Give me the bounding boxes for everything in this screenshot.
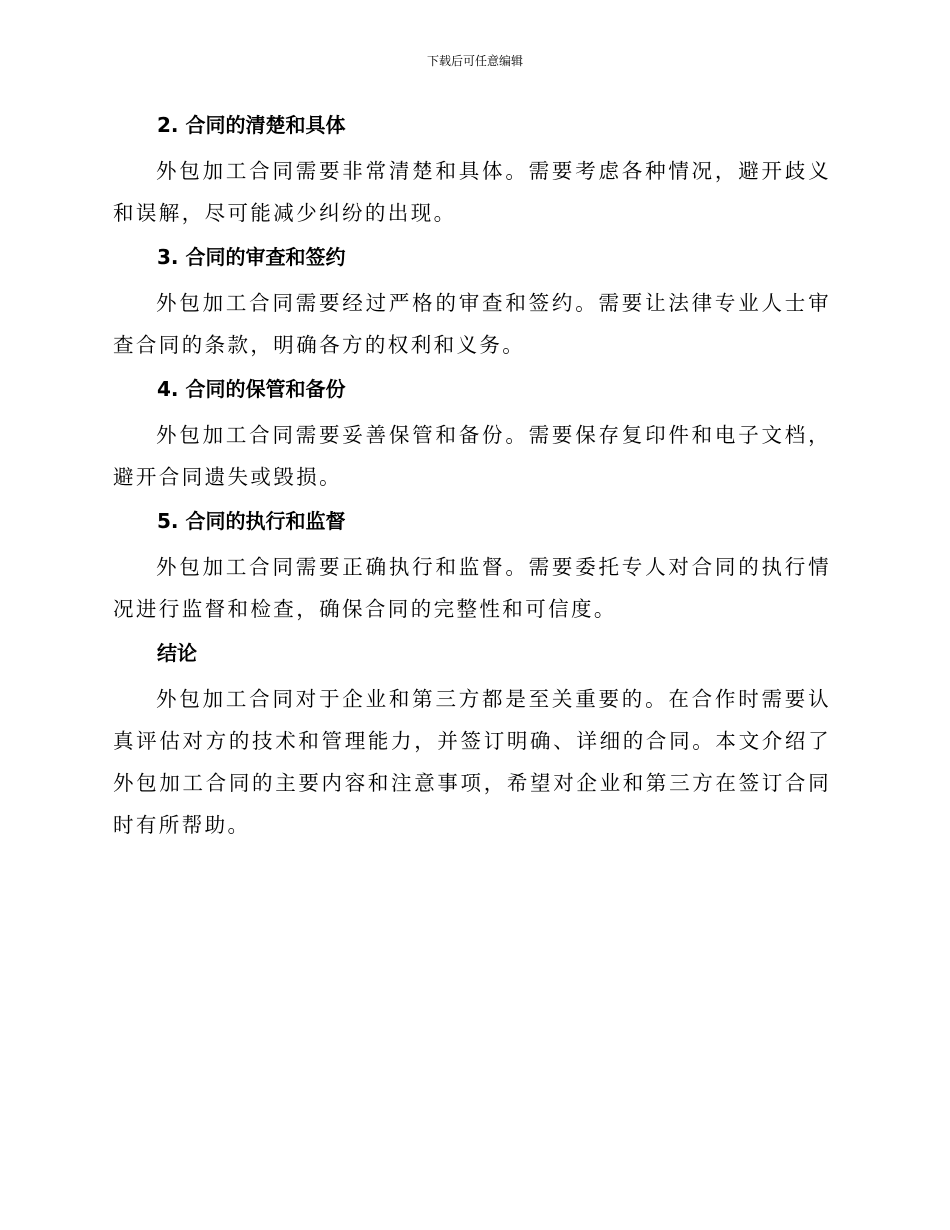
section-paragraph-4: 外包加工合同需要妥善保管和备份。需要保存复印件和电子文档，避开合同遗失或毁损。 <box>113 423 831 489</box>
document-body <box>113 110 831 846</box>
section-heading-4: 4. 合同的保管和备份 <box>157 377 346 401</box>
section-heading-2: 2. 合同的清楚和具体 <box>157 113 346 137</box>
section-heading-3: 3. 合同的审查和签约 <box>157 245 346 269</box>
section-paragraph-3: 外包加工合同需要经过严格的审查和签约。需要让法律专业人士审查合同的条款，明确各方的权利和义务。 <box>113 291 831 357</box>
page-header: 下载后可任意编辑 <box>426 54 523 68</box>
section-paragraph-5: 外包加工合同需要正确执行和监督。需要委托专人对合同的执行情况进行监督和检查，确保合同的完整性和可信度。 <box>113 555 831 621</box>
conclusion-heading: 结论 <box>157 641 197 665</box>
section-paragraph-2: 外包加工合同需要非常清楚和具体。需要考虑各种情况，避开歧义和误解，尽可能减少纠纷的出现。 <box>113 159 831 225</box>
section-heading-5: 5. 合同的执行和监督 <box>157 509 346 533</box>
conclusion-paragraph: 外包加工合同对于企业和第三方都是至关重要的。在合作时需要认真评估对方的技术和管理能力，并签订明确、详细的合同。本文介绍了外包加工合同的主要内容和注意事项，希望对企业和第三方在签订合同时有所帮助。 <box>113 687 831 837</box>
